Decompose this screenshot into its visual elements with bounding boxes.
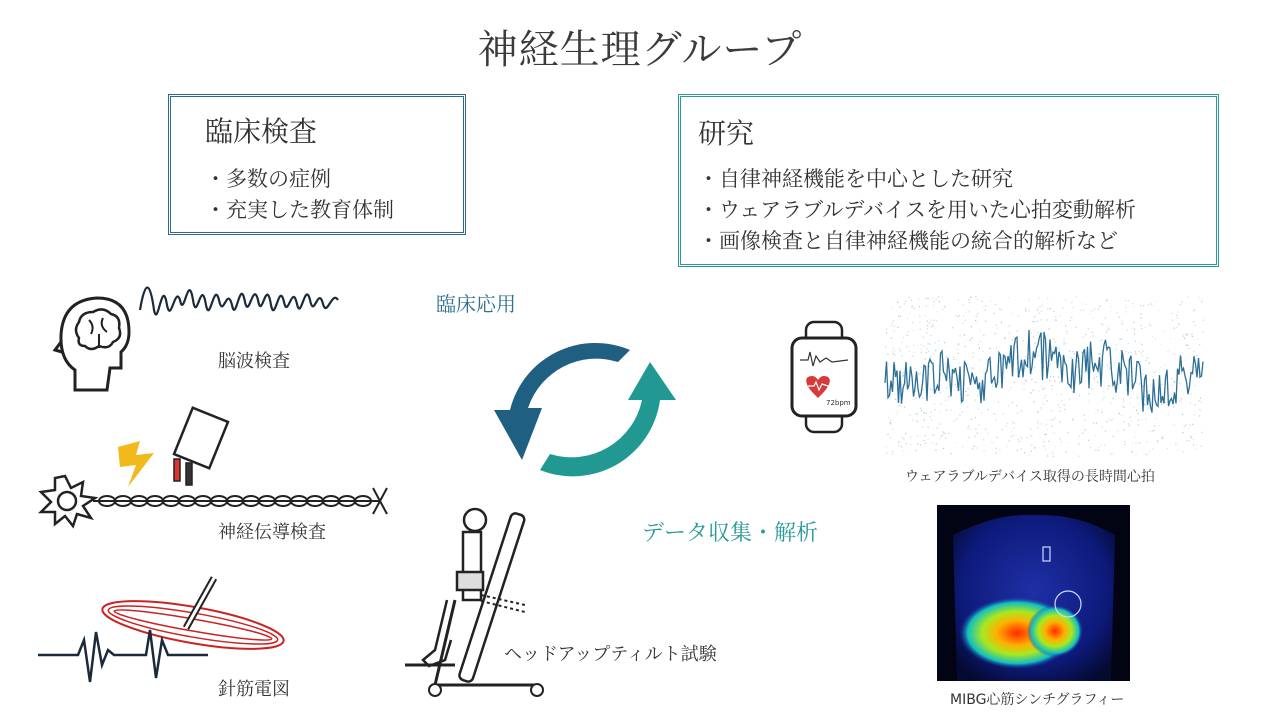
ncs-label: 神経伝導検査 [218, 522, 326, 543]
research-item: ・自律神経機能を中心とした研究 [698, 167, 1013, 191]
brain-head-icon [55, 290, 135, 400]
heart-rate-plot [885, 296, 1205, 458]
mibg-label: MIBG心筋シンチグラフィー [950, 692, 1125, 708]
emg-needle-icon [38, 570, 288, 690]
hr-label: ウェアラブルデバイス取得の長時間心拍 [905, 469, 1155, 485]
clinical-item: ・充実した教育体制 [205, 198, 394, 222]
hr-scatter [885, 296, 1204, 457]
emg-label: 針筋電図 [218, 679, 290, 700]
research-heading: 研究 [698, 117, 755, 150]
smartwatch-icon [788, 322, 860, 432]
tilt-label: ヘッドアップティルト試験 [504, 644, 717, 665]
cycle-arrows [470, 300, 700, 510]
nerve-fiber-icon [35, 470, 395, 530]
research-item: ・ウェアラブルデバイスを用いた心拍変動解析 [698, 198, 1136, 222]
research-item: ・画像検査と自律神経機能の統合的解析など [698, 229, 1118, 253]
clinical-heading: 臨床検査 [205, 115, 318, 148]
cycle-top-label: 臨床応用 [436, 292, 516, 316]
cycle-bottom-label: データ収集・解析 [642, 521, 819, 546]
page-title: 神経生理グループ [477, 27, 803, 73]
clinical-item: ・多数の症例 [205, 167, 331, 191]
eeg-wave [140, 270, 340, 330]
hr-trace [885, 330, 1203, 413]
tilt-table-icon [385, 500, 555, 700]
mibg-scintigraphy-image [937, 505, 1130, 681]
watch-bpm: 72bpm [826, 399, 851, 407]
eeg-label: 脳波検査 [218, 351, 290, 372]
